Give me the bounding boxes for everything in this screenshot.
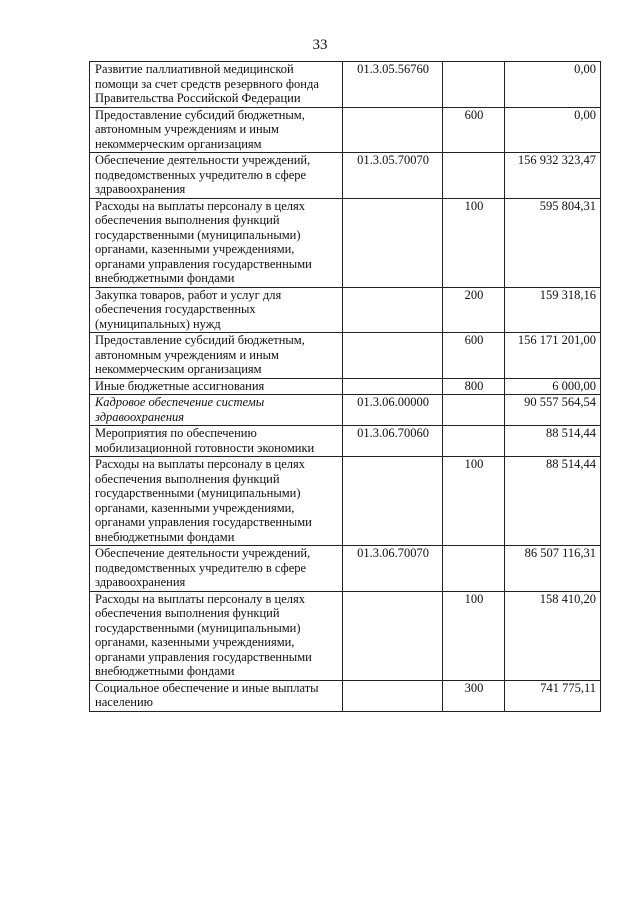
row-name-text: Мероприятия по обеспечению мобилизационной готовности экономики <box>95 426 315 455</box>
row-name-cell <box>90 457 343 546</box>
row-sum-cell <box>505 378 601 395</box>
row-code-text: 01.3.06.00000 <box>357 395 429 409</box>
row-expense-type-text: 300 <box>464 680 484 695</box>
row-expense-type-text: 600 <box>464 107 484 122</box>
row-code-text: 01.3.05.70070 <box>357 153 429 167</box>
row-code-cell <box>343 426 443 457</box>
table-row <box>90 426 601 457</box>
row-name-cell <box>90 680 343 711</box>
row-expense-type-cell <box>443 546 505 592</box>
row-name-cell <box>90 153 343 199</box>
row-name-text: Расходы на выплаты персоналу в целях обеспечения выполнения функций государственными (муниципальными) органами, казенными учреждениями, органами управления государственными внебюджетными фондами <box>95 457 312 544</box>
row-code-text: 01.3.05.56760 <box>357 62 429 76</box>
row-name-text: Обеспечение деятельности учреждений, подведомственных учредителю в сфере здравоохранения <box>95 153 311 196</box>
row-name-text: Кадровое обеспечение системы здравоохранения <box>95 395 265 424</box>
table-row <box>90 680 601 711</box>
row-name-cell <box>90 198 343 287</box>
row-sum-text: 0,00 <box>574 107 596 122</box>
row-code-cell <box>343 153 443 199</box>
row-name-text: Обеспечение деятельности учреждений, подведомственных учредителю в сфере здравоохранения <box>95 546 311 589</box>
row-sum-cell <box>505 395 601 426</box>
row-sum-cell <box>505 680 601 711</box>
row-sum-cell <box>505 333 601 379</box>
row-expense-type-cell <box>443 591 505 680</box>
row-name-cell <box>90 287 343 333</box>
row-name-text: Расходы на выплаты персоналу в целях обеспечения выполнения функций государственными (муниципальными) органами, казенными учреждениями, органами управления государственными внебюджетными фондами <box>95 591 312 678</box>
row-sum-text: 88 514,44 <box>546 426 596 440</box>
row-name-cell <box>90 426 343 457</box>
row-sum-cell <box>505 107 601 153</box>
row-expense-type-cell <box>443 107 505 153</box>
row-name-text: Развитие паллиативной медицинской помощи за счет средств резервного фонда Правительства Российской Федерации <box>95 62 319 105</box>
row-code-cell <box>343 333 443 379</box>
row-name-cell <box>90 591 343 680</box>
row-code-cell <box>343 62 443 108</box>
row-code-text: 01.3.06.70060 <box>357 426 429 440</box>
table-row <box>90 153 601 199</box>
row-name-text: Социальное обеспечение и иные выплаты населению <box>95 680 319 709</box>
row-sum-text: 90 557 564,54 <box>524 395 596 409</box>
row-name-text: Предоставление субсидий бюджетным, автономным учреждениям и иным некоммерческим организациям <box>95 333 305 376</box>
row-name-cell <box>90 378 343 395</box>
row-expense-type-cell <box>443 62 505 108</box>
table-row <box>90 62 601 108</box>
row-sum-cell <box>505 153 601 199</box>
row-name-cell <box>90 546 343 592</box>
table-row <box>90 395 601 426</box>
row-code-cell <box>343 546 443 592</box>
row-name-cell <box>90 333 343 379</box>
row-expense-type-text: 100 <box>464 457 484 471</box>
row-expense-type-cell <box>443 457 505 546</box>
row-expense-type-cell <box>443 333 505 379</box>
row-name-text: Расходы на выплаты персоналу в целях обеспечения выполнения функций государственными (муниципальными) органами, казенными учреждениями, органами управления государственными внебюджетными фондами <box>95 198 312 285</box>
row-sum-text: 158 410,20 <box>539 591 596 606</box>
table-row <box>90 457 601 546</box>
row-sum-cell <box>505 546 601 592</box>
row-sum-text: 156 932 323,47 <box>517 153 596 167</box>
row-code-text: 01.3.06.70070 <box>357 546 429 560</box>
row-expense-type-text: 100 <box>464 591 484 606</box>
row-sum-text: 0,00 <box>574 62 596 76</box>
row-code-cell <box>343 378 443 395</box>
row-expense-type-cell <box>443 198 505 287</box>
row-name-text: Закупка товаров, работ и услуг для обеспечения государственных (муниципальных) нужд <box>95 287 282 331</box>
row-sum-cell <box>505 287 601 333</box>
row-sum-cell <box>505 457 601 546</box>
row-code-cell <box>343 680 443 711</box>
row-code-cell <box>343 198 443 287</box>
row-sum-cell <box>505 198 601 287</box>
row-expense-type-text: 800 <box>464 378 484 393</box>
row-sum-cell <box>505 62 601 108</box>
row-name-cell <box>90 62 343 108</box>
row-expense-type-cell <box>443 395 505 426</box>
table-row <box>90 378 601 395</box>
budget-table <box>89 61 601 712</box>
table-row <box>90 546 601 592</box>
table-row <box>90 287 601 333</box>
row-expense-type-cell <box>443 680 505 711</box>
row-code-cell <box>343 591 443 680</box>
row-code-cell <box>343 457 443 546</box>
row-name-text: Иные бюджетные ассигнования <box>95 378 265 393</box>
row-sum-text: 741 775,11 <box>540 680 596 695</box>
table-row <box>90 591 601 680</box>
row-name-cell <box>90 395 343 426</box>
row-code-cell <box>343 287 443 333</box>
row-sum-text: 6 000,00 <box>552 378 596 393</box>
row-sum-cell <box>505 591 601 680</box>
row-name-cell <box>90 107 343 153</box>
row-expense-type-cell <box>443 287 505 333</box>
row-sum-text: 595 804,31 <box>539 198 596 213</box>
row-sum-text: 159 318,16 <box>539 287 596 302</box>
table-row <box>90 198 601 287</box>
page-number: 33 <box>312 37 328 53</box>
row-expense-type-text: 200 <box>464 287 484 302</box>
row-code-cell <box>343 107 443 153</box>
row-name-text: Предоставление субсидий бюджетным, автономным учреждениям и иным некоммерческим организациям <box>95 107 305 151</box>
budget-table-body <box>90 62 601 712</box>
row-sum-cell <box>505 426 601 457</box>
table-row <box>90 333 601 379</box>
table-row <box>90 107 601 153</box>
row-expense-type-text: 100 <box>464 198 484 213</box>
row-sum-text: 156 171 201,00 <box>517 333 596 347</box>
row-code-cell <box>343 395 443 426</box>
row-sum-text: 86 507 116,31 <box>524 546 596 560</box>
row-sum-text: 88 514,44 <box>546 457 596 471</box>
row-expense-type-cell <box>443 153 505 199</box>
row-expense-type-text: 600 <box>464 333 484 347</box>
row-expense-type-cell <box>443 426 505 457</box>
row-expense-type-cell <box>443 378 505 395</box>
